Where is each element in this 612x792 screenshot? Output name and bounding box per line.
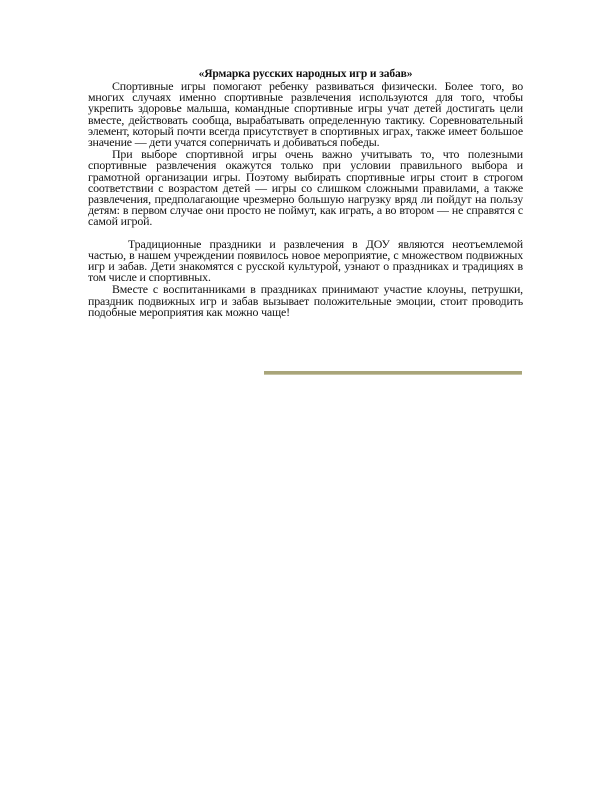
paragraph-choosing-games: При выборе спортивной игры очень важно учитывать то, что полезными спортивные развлечения окажутся только при условии правильного выбора и грамотной организации игры. Поэтому выбирать спортивные игры стоит в строгом соответствии с возрастом детей — игры со слишком сложными правилами, а также развлечения, предполагающие чрезмерно большую нагрузку вряд ли пойдут на пользу детям: в первом случае они просто не поймут, как играть, а во втором — не справятся с самой игрой. <box>88 147 523 229</box>
document-title: «Ярмарка русских народных игр и забав» <box>198 68 413 80</box>
paragraph-clowns-and-emotions: Вместе с воспитанниками в праздниках принимают участие клоуны, петрушки, праздник подвижных игр и забав вызывает положительные эмоции, стоит проводить подобные мероприятия как можно чаще! <box>88 282 523 319</box>
paragraph-traditional-holidays: Традиционные праздники и развлечения в ДОУ являются неотъемлемой частью, в нашем учреждении появилось новое мероприятие, с множеством подвижных игр и забав. Дети знакомятся с русской культурой, узнают о праздниках и традициях в том числе и спортивных. <box>88 236 523 285</box>
horizontal-divider <box>264 371 522 375</box>
paragraph-sports-games-benefits: Спортивные игры помогают ребенку развиваться физически. Более того, во многих случаях именно спортивные развлечения используются для того, чтобы укрепить здоровье малыша, командные спортивные игры учат детей достигать цели вместе, действовать сообща, вырабатывать определенную тактику. Соревновательный элемент, который почти всегда присутствует в спортивных играх, также имеет большое значение — дети учатся соперничать и добиваться победы. <box>88 79 523 150</box>
document-page <box>88 68 523 318</box>
